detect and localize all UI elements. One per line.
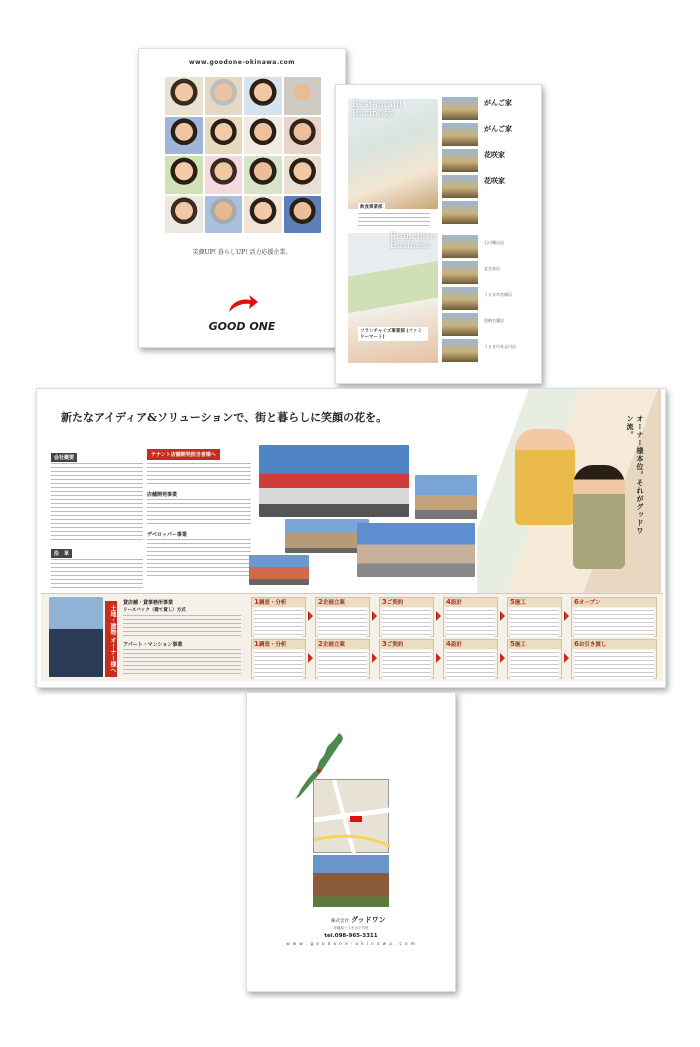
store-photo xyxy=(442,287,478,310)
process-step: 3ご契約 xyxy=(379,639,434,679)
portrait-photo xyxy=(165,77,203,115)
step-arrow-icon xyxy=(436,653,441,663)
portrait-photo xyxy=(205,196,243,234)
store-entry: 宜名真店 xyxy=(484,266,500,271)
businessman-photo xyxy=(49,597,103,677)
process-step: 1調査・分析 xyxy=(251,597,306,637)
portrait-photo xyxy=(284,196,322,234)
portrait-photo xyxy=(244,196,282,234)
store-photo xyxy=(442,261,478,284)
step-arrow-icon xyxy=(308,611,313,621)
store-photo xyxy=(249,555,309,585)
store-entry: 石川舞山店 xyxy=(484,240,504,245)
restaurant-label: 飲食事業部 xyxy=(360,205,383,210)
company-outline-title: 会社概要 xyxy=(51,453,77,462)
franchise-label: フランチャイズ事業部 (ファミリーマート) xyxy=(358,327,428,341)
store-photo xyxy=(442,175,478,198)
shop-dev-text xyxy=(147,499,251,527)
process-step: 5施工 xyxy=(507,639,562,679)
portrait-photo xyxy=(205,77,243,115)
portrait-photo xyxy=(284,117,322,155)
process-step: 4設計 xyxy=(443,639,498,679)
portrait-photo xyxy=(165,156,203,194)
company-address: 沖縄県うるま市字宮里 xyxy=(333,926,369,930)
shop-dev-title: 店舗開発事業 xyxy=(147,492,178,498)
company-tel: tel.098-965-3311 xyxy=(324,933,378,939)
restaurant-title: Restaurant Business xyxy=(352,100,403,119)
brand-entry: がんご家 xyxy=(484,98,512,107)
spread-headline: 新たなアイディア&ソリューションで、街と暮らしに笑顔の花を。 xyxy=(61,411,388,424)
process-step: 2企画立案 xyxy=(315,639,370,679)
apartment-text xyxy=(123,649,241,675)
inner-spread xyxy=(36,388,666,688)
restaurant-text xyxy=(358,213,430,227)
apartment-title: アパート・マンション事業 xyxy=(123,642,183,648)
brand-entry: がんご家 xyxy=(484,124,512,133)
store-photo xyxy=(442,313,478,336)
step-arrow-icon xyxy=(372,611,377,621)
lease-subtitle: リースバック（建て貸し）方式 xyxy=(123,608,186,613)
store-photo xyxy=(357,523,475,577)
developer-title: デベロッパー事業 xyxy=(147,532,187,538)
franchise-title: Franchise Business xyxy=(390,232,436,251)
store-photo xyxy=(442,149,478,172)
mall-photo xyxy=(259,445,409,517)
history-text xyxy=(51,559,143,589)
portrait-photo xyxy=(165,196,203,234)
store-entry: うるま市宮城店 xyxy=(484,292,512,297)
portrait-photo xyxy=(284,156,322,194)
cover-slogan: 笑顔UP! 暮らしUP! 活力応援企業。 xyxy=(192,249,292,256)
brand-entry: 花咲家 xyxy=(484,150,505,159)
step-arrow-icon xyxy=(372,653,377,663)
portrait-photo xyxy=(244,156,282,194)
step-arrow-icon xyxy=(436,611,441,621)
store-photo xyxy=(442,97,478,120)
tenant-tag: テナント店舗開発担当者様へ xyxy=(147,449,220,460)
franchise-photo xyxy=(348,233,438,363)
lease-title: 貸店舗・貸事務所事業 xyxy=(123,600,174,606)
step-arrow-icon xyxy=(308,653,313,663)
area-map xyxy=(313,779,389,853)
developer-text xyxy=(147,539,251,579)
process-step: 2企画立案 xyxy=(315,597,370,637)
business-page xyxy=(335,84,542,384)
portrait-photo xyxy=(244,117,282,155)
store-entry: うるま市具志川店 xyxy=(484,344,516,349)
company-url: w w w . g o o d o n e - o k i n a w a . c o m xyxy=(286,941,416,946)
portrait-photo xyxy=(165,117,203,155)
portrait-photo xyxy=(205,156,243,194)
process-step: 6お引き渡し xyxy=(571,639,657,679)
woman-figure xyxy=(573,465,625,569)
store-entry: 恩納名護店 xyxy=(484,318,504,323)
cover-url: www.goodone-okinawa.com xyxy=(188,59,296,66)
cover-logo-text: GOOD ONE xyxy=(208,320,276,333)
step-arrow-icon xyxy=(564,653,569,663)
portrait-photo xyxy=(244,77,282,115)
store-photo xyxy=(442,201,478,224)
office-building-photo xyxy=(313,855,389,907)
process-step: 5施工 xyxy=(507,597,562,637)
portrait-photo xyxy=(284,77,322,115)
step-arrow-icon xyxy=(500,611,505,621)
process-step: 3ご契約 xyxy=(379,597,434,637)
land-owner-vertical: 土地・建物 オーナー様へ xyxy=(105,601,117,677)
portrait-grid xyxy=(165,77,321,233)
back-cover xyxy=(246,692,456,992)
history-title: 沿 革 xyxy=(51,549,72,558)
owner-vertical-text: オーナー様本位。それがグッドワン流。 xyxy=(626,415,645,535)
brand-entry: 花咲家 xyxy=(484,176,505,185)
man-figure xyxy=(515,429,575,525)
process-step: 6オープン xyxy=(571,597,657,637)
portrait-photo xyxy=(205,117,243,155)
process-step: 4設計 xyxy=(443,597,498,637)
store-photo xyxy=(442,123,478,146)
step-arrow-icon xyxy=(500,653,505,663)
lease-text xyxy=(123,615,241,637)
company-name: 株式会社 グッドワン xyxy=(331,916,386,924)
store-photo xyxy=(442,235,478,258)
company-outline-text xyxy=(51,463,143,543)
goodone-logo-icon xyxy=(225,292,259,316)
tenant-text xyxy=(147,463,251,487)
process-step: 1調査・分析 xyxy=(251,639,306,679)
step-arrow-icon xyxy=(564,611,569,621)
store-photo xyxy=(442,339,478,362)
brochure-cover xyxy=(138,48,346,348)
